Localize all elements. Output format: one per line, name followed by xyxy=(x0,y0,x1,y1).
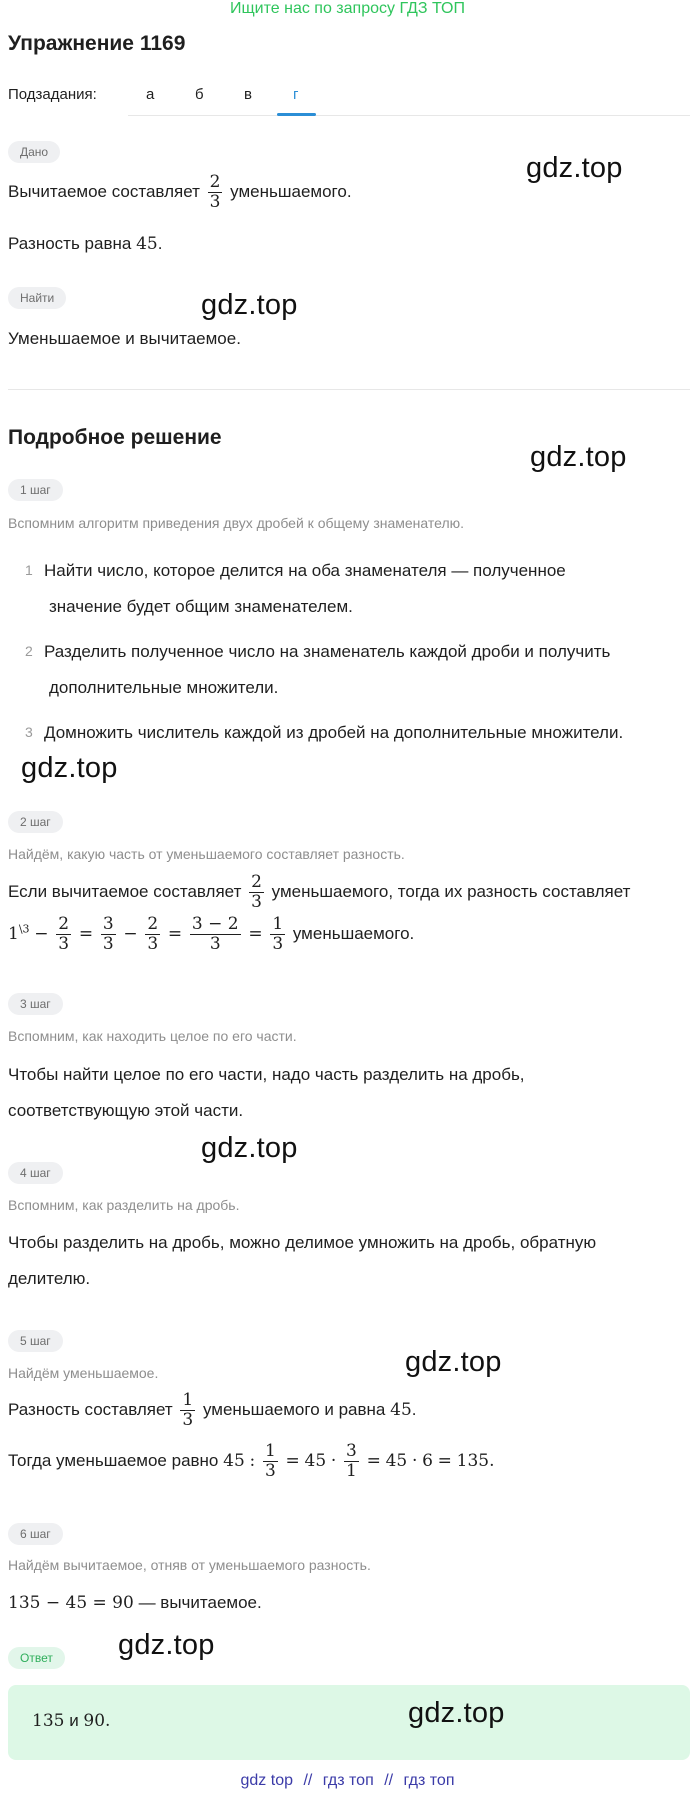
list-item-3-line-1: Домножить числитель каждой из дробей на дополнительные множители. xyxy=(44,723,624,742)
active-tab-indicator xyxy=(277,113,316,116)
step-4-line-2: делителю. xyxy=(8,1269,91,1288)
fraction: $\frac{2}{3}$ xyxy=(209,172,221,212)
footer-links xyxy=(0,1772,695,1790)
footer-link[interactable]: gdz top xyxy=(240,1772,293,1789)
step-3-line-1: Чтобы найти целое по его части, надо часть разделить на дробь, xyxy=(8,1065,525,1084)
fraction: $\frac{2}{3}$ xyxy=(251,872,262,912)
step-6-hint: Найдём вычитаемое, отняв от уменьшаемого разность. xyxy=(8,1557,371,1573)
step-3-hint: Вспомним, как находить целое по его части. xyxy=(8,1028,297,1044)
watermark: gdz.top xyxy=(201,1132,298,1164)
step-2-line-1: Если вычитаемое составляет $\frac{2}{3}$ уменьшаемого, тогда их разность составляет xyxy=(8,872,631,912)
step-4-hint: Вспомним, как разделить на дробь. xyxy=(8,1197,240,1213)
step-3-badge: 3 шаг xyxy=(8,993,63,1015)
fraction: $\frac{1}{3}$ xyxy=(272,914,284,954)
given-line-2: Разность равна 45. xyxy=(8,234,163,254)
footer-link[interactable]: гдз топ xyxy=(322,1772,374,1789)
watermark: gdz.top xyxy=(405,1346,502,1378)
watermark: gdz.top xyxy=(21,752,118,784)
find-text: Уменьшаемое и вычитаемое. xyxy=(8,329,241,348)
step-2-badge: 2 шаг xyxy=(8,811,63,833)
step-5-badge: 5 шаг xyxy=(8,1330,63,1352)
answer-box xyxy=(8,1685,690,1760)
fraction: $\frac{3}{1}$ xyxy=(346,1441,357,1481)
step-6-badge: 6 шаг xyxy=(8,1523,63,1545)
fraction: $\frac{1}{3}$ xyxy=(182,1390,194,1430)
promo-banner-text: Ищите нас по запросу ГДЗ ТОП xyxy=(230,0,465,17)
watermark: gdz.top xyxy=(408,1697,505,1729)
watermark: gdz.top xyxy=(526,152,623,184)
fraction: $\frac{1}{3}$ xyxy=(264,1441,276,1481)
step-4-line-1: Чтобы разделить на дробь, можно делимое умножить на дробь, обратную xyxy=(8,1233,597,1252)
step-2-hint: Найдём, какую часть от уменьшаемого составляет разность. xyxy=(8,846,405,862)
watermark: gdz.top xyxy=(530,441,627,473)
tab-v[interactable]: в xyxy=(244,86,252,103)
list-number: 2 xyxy=(25,643,33,659)
tab-b[interactable]: б xyxy=(195,86,204,103)
watermark: gdz.top xyxy=(118,1629,215,1661)
list-number: 1 xyxy=(25,562,33,578)
given-badge: Дано xyxy=(8,141,60,163)
page-title: Упражнение 1169 xyxy=(8,32,186,55)
step-5-hint: Найдём уменьшаемое. xyxy=(8,1365,159,1381)
step-1-badge: 1 шаг xyxy=(8,479,63,501)
fraction: $\frac{2}{3}$ xyxy=(147,914,159,954)
tab-g[interactable]: г xyxy=(293,86,299,103)
step-2-formula: $1^{\backslash 3}$ − $\frac{2}{3}$ = $\frac{3}{3}$ − $\frac{2}{3}$ = $\frac{3 - 2}{3}$ = $\frac{1}{3}$ уменьшаемого. xyxy=(8,914,415,954)
step-5-line-2: Тогда уменьшаемое равно 45 : $\frac{1}{3}$ = 45 · $\frac{3}{1}$ = 45 · 6 = 135. xyxy=(8,1441,495,1481)
list-item-2-line-2: дополнительные множители. xyxy=(49,678,279,697)
list-item-2-line-1: Разделить полученное число на знаменатель каждой дроби и получить xyxy=(44,642,611,661)
given-line-1: Вычитаемое составляет $\frac{2}{3}$ уменьшаемого. xyxy=(8,172,352,212)
answer-text: 135 и 90. xyxy=(32,1711,111,1731)
section-divider xyxy=(8,389,690,390)
watermark: gdz.top xyxy=(201,289,298,321)
find-badge: Найти xyxy=(8,287,66,309)
step-5-line-1: Разность составляет $\frac{1}{3}$ уменьшаемого и равна 45. xyxy=(8,1390,417,1430)
tab-a[interactable]: а xyxy=(146,86,155,103)
answer-badge: Ответ xyxy=(8,1647,65,1669)
subtasks-label: Подзадания: xyxy=(8,86,97,103)
step-1-hint: Вспомним алгоритм приведения двух дробей к общему знаменателю. xyxy=(8,515,465,531)
subtasks-underline xyxy=(128,115,690,116)
footer-separator: // xyxy=(303,1772,313,1789)
fraction: $\frac{3}{3}$ xyxy=(102,914,114,954)
fraction: $\frac{2}{3}$ xyxy=(58,914,70,954)
step-4-badge: 4 шаг xyxy=(8,1162,63,1184)
fraction: $\frac{3 - 2}{3}$ xyxy=(191,914,239,954)
step-6-line: 135 − 45 = 90 — вычитаемое. xyxy=(8,1593,262,1613)
list-number: 3 xyxy=(25,724,33,740)
step-3-line-2: соответствующую этой части. xyxy=(8,1101,244,1120)
footer-separator: // xyxy=(384,1772,394,1789)
footer-link[interactable]: гдз топ xyxy=(403,1772,455,1789)
list-item-1-line-2: значение будет общим знаменателем. xyxy=(49,597,353,616)
list-item-1-line-1: Найти число, которое делится на оба знаменателя — полученное xyxy=(44,561,566,580)
solution-title: Подробное решение xyxy=(8,426,222,449)
promo-banner[interactable] xyxy=(0,0,695,18)
